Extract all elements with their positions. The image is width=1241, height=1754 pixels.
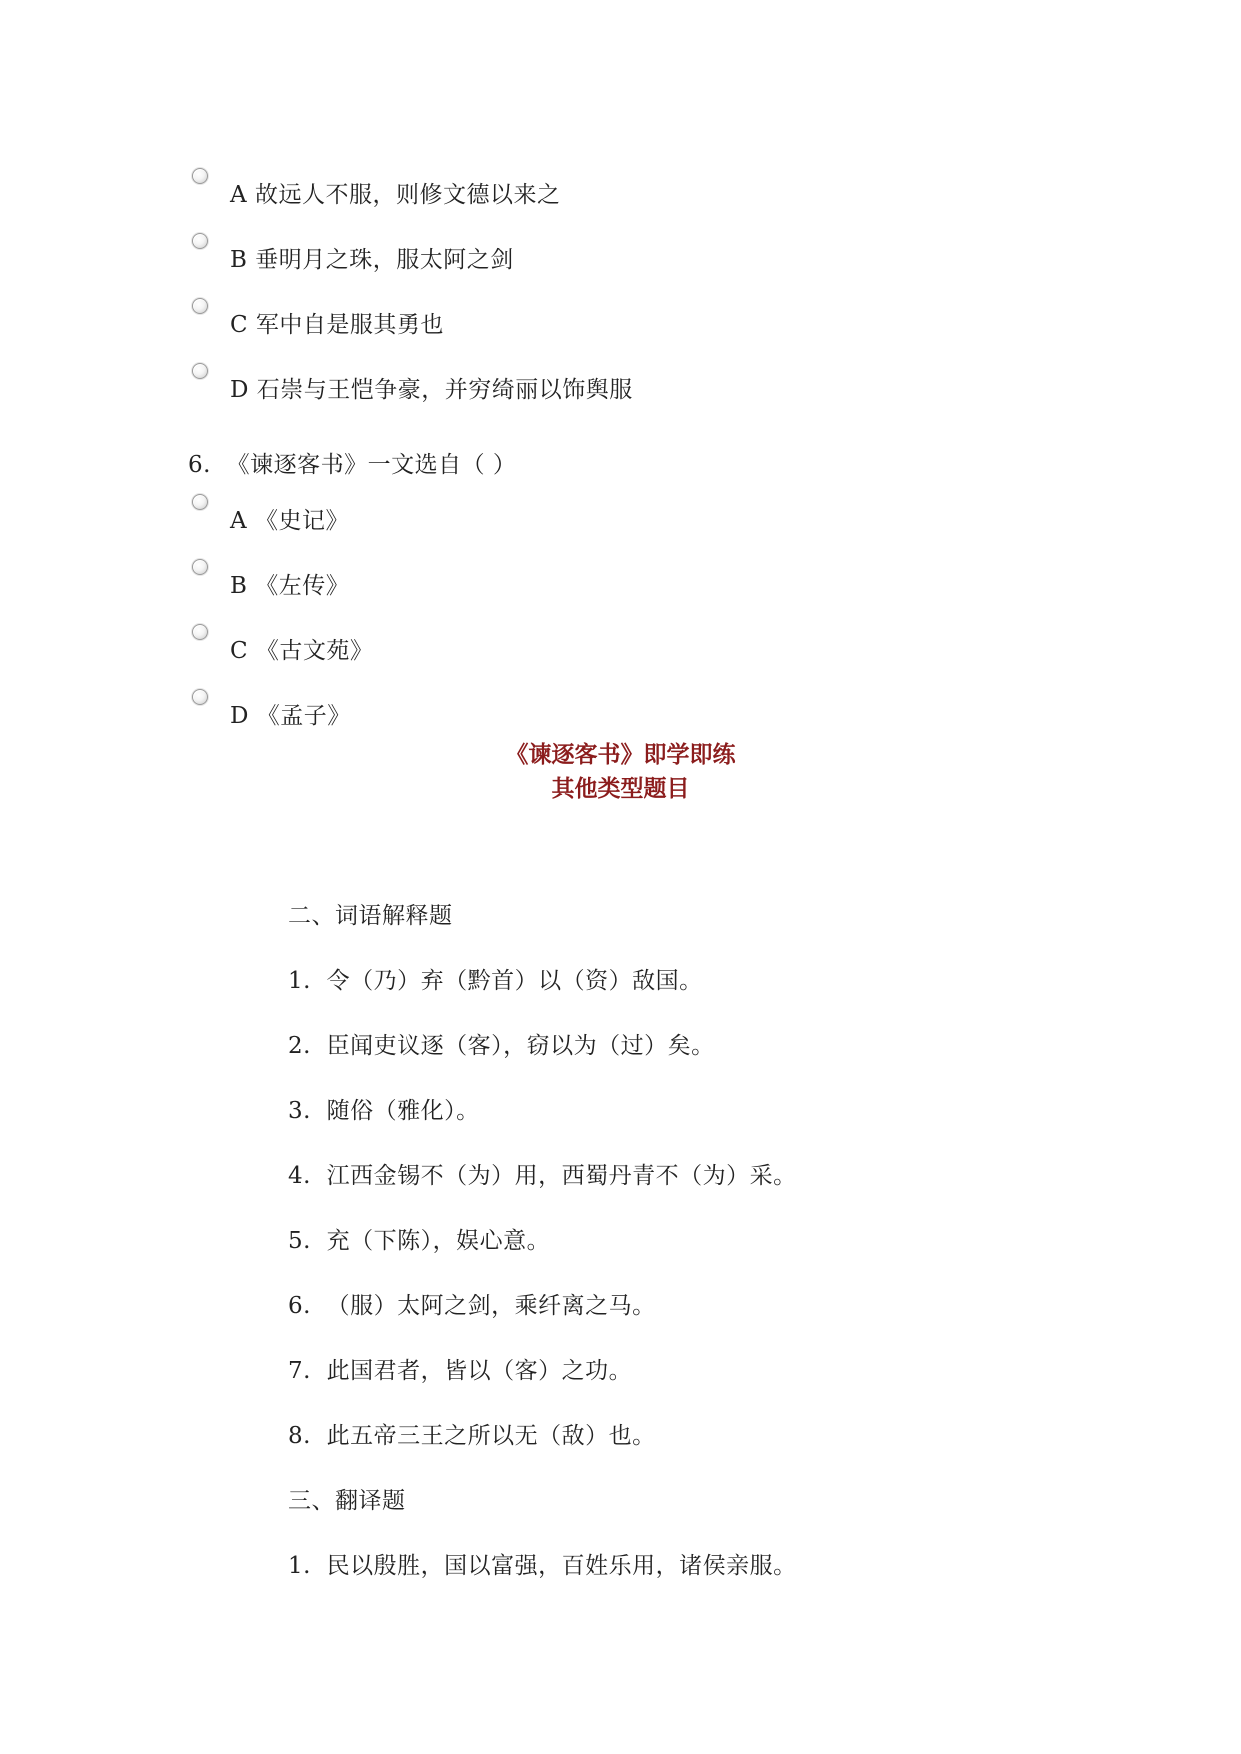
part2-heading: 二、词语解释题 [288,903,453,929]
question-6-stem: 6. 《谏逐客书》一文选自（ ） [188,452,517,478]
list-item: 7. 此国君者，皆以（客）之功。 [288,1358,633,1384]
list-item: 3. 随俗（雅化）。 [288,1098,480,1124]
part3-heading: 三、翻译题 [288,1488,406,1514]
radio-button[interactable] [192,363,208,379]
section-subtitle: 其他类型题目 [551,776,690,802]
radio-button[interactable] [192,689,208,705]
section-title: 《谏逐客书》即学即练 [505,742,736,768]
option-label: D 《孟子》 [230,703,351,729]
option-label: B 《左传》 [230,573,350,599]
list-item: 1. 民以殷胜，国以富强，百姓乐用，诸侯亲服。 [288,1553,797,1579]
option-label: B 垂明月之珠，服太阿之剑 [230,247,514,273]
list-item: 8. 此五帝三王之所以无（敌）也。 [288,1423,656,1449]
radio-button[interactable] [192,494,208,510]
list-item: 1. 令（乃）弃（黔首）以（资）敌国。 [288,968,703,994]
list-item: 5. 充（下陈），娱心意。 [288,1228,551,1254]
radio-button[interactable] [192,624,208,640]
option-label: C 《古文苑》 [230,638,374,664]
list-item: 2. 臣闻吏议逐（客），窃以为（过）矣。 [288,1033,715,1059]
option-label: A 《史记》 [230,508,349,534]
option-label: D 石崇与王恺争豪，并穷绮丽以饰舆服 [230,377,633,403]
radio-button[interactable] [192,298,208,314]
list-item: 6. （服）太阿之剑，乘纤离之马。 [288,1293,656,1319]
radio-button[interactable] [192,168,208,184]
radio-button[interactable] [192,559,208,575]
option-label: A 故远人不服，则修文德以来之 [230,182,561,208]
option-label: C 军中自是服其勇也 [230,312,444,338]
radio-button[interactable] [192,233,208,249]
list-item: 4. 江西金锡不（为）用，西蜀丹青不（为）采。 [288,1163,797,1189]
